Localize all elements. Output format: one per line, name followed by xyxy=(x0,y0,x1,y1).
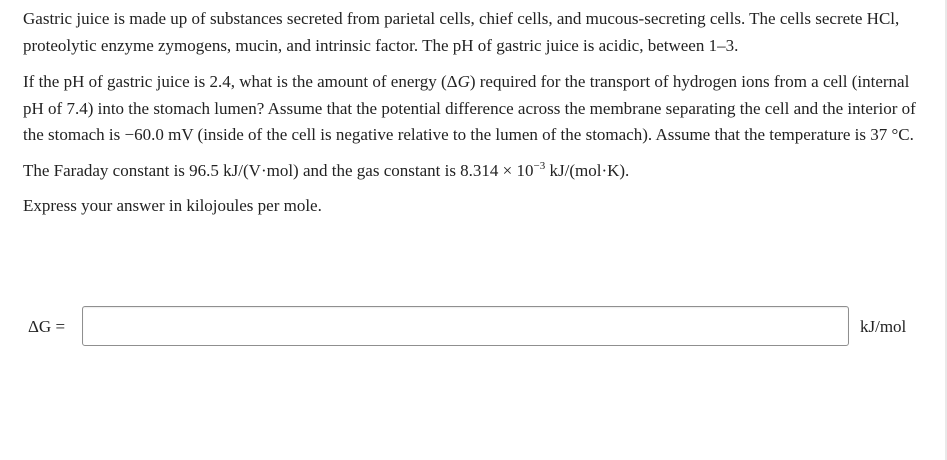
constants-text-start: The Faraday constant is 96.5 kJ/(V·mol) and the gas constant is 8.314 × 10 xyxy=(23,160,534,180)
constants-text-end: kJ/(mol·K). xyxy=(545,160,630,180)
answer-input[interactable] xyxy=(82,306,849,346)
question-paragraph xyxy=(23,69,923,149)
answer-label: ΔG = xyxy=(28,317,66,336)
answer-row xyxy=(0,305,947,349)
constants-exponent: −3 xyxy=(533,159,546,172)
problem-statement xyxy=(23,6,923,220)
answer-unit: kJ/mol xyxy=(860,317,907,336)
intro-paragraph: Gastric juice is made up of substances secreted from parietal cells, chief cells, and mucous-secreting cells. The cells secrete HCl, proteolytic enzyme zymogens, mucin, and intrinsic factor. The pH of gastric juice is acidic, between 1–3. xyxy=(23,9,900,55)
question-text-end: ) required for the transport of hydrogen ions from a cell (internal pH of 7.4) into the stomach lumen? Assume that the potential difference across the membrane separating the cell and the interior of the stomach is −60.0 mV (inside of the cell is negative relative to the lumen of the stomach). Assume that the temperature is 37 °C. xyxy=(23,72,916,144)
constants-paragraph xyxy=(23,158,923,185)
question-text-start: If the pH of gastric juice is 2.4, what is the amount of energy (Δ xyxy=(23,72,458,91)
instruction-text: Express your answer in kilojoules per mole. xyxy=(23,196,322,215)
question-g-symbol: G xyxy=(457,72,470,91)
